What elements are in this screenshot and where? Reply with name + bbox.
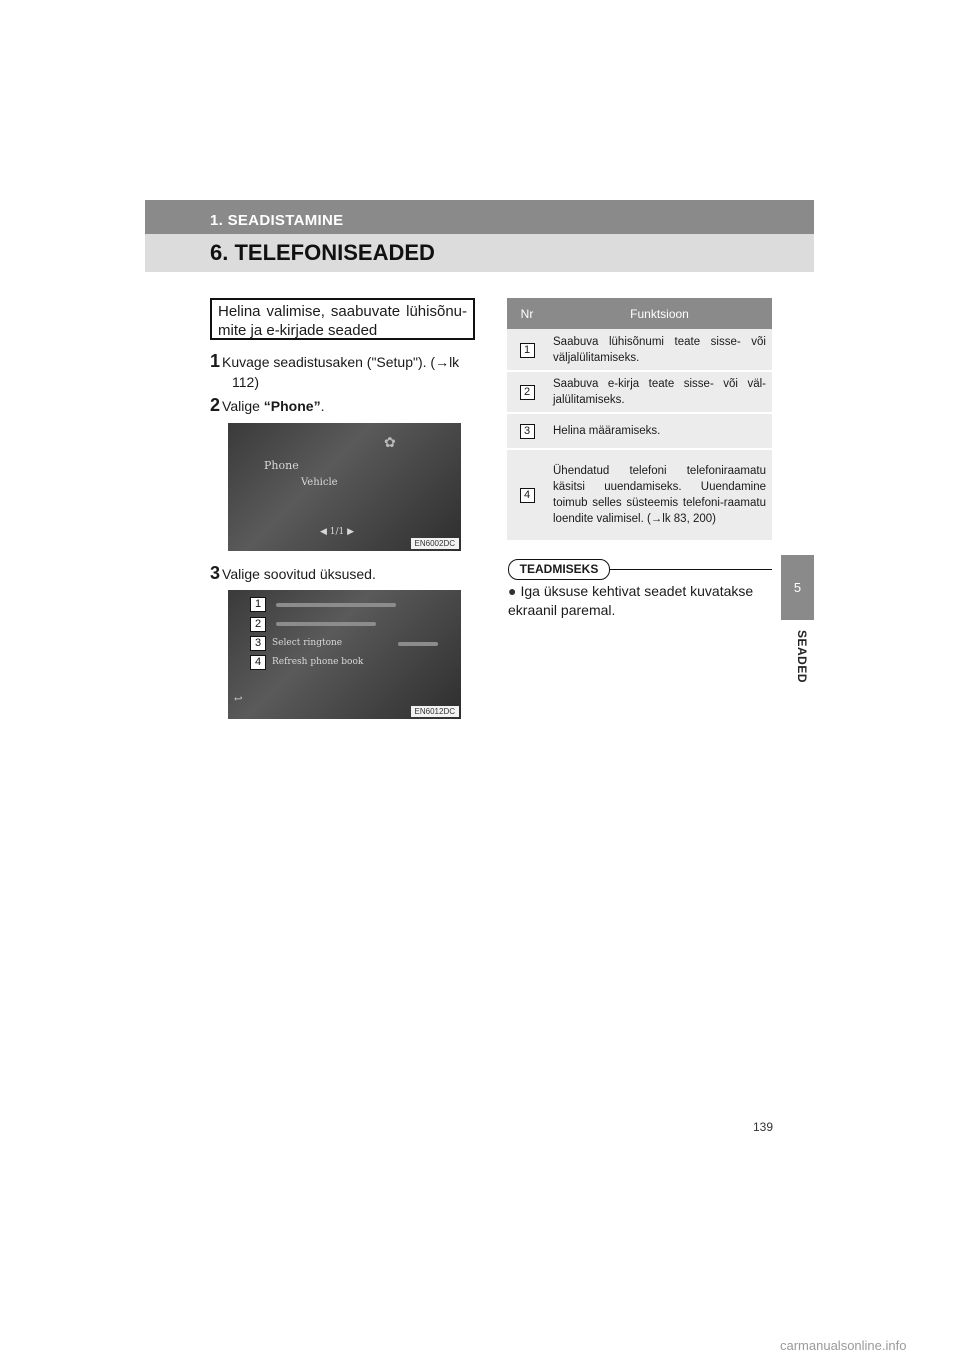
watermark: carmanualsonline.info <box>780 1338 907 1353</box>
page-number: 139 <box>753 1120 774 1134</box>
callout-2: 2 <box>250 617 266 632</box>
step-number: 3 <box>210 563 221 583</box>
section-heading-box: Helina valimise, saabuvate lühisõnu-mite ja e-kirjade seaded <box>210 298 475 340</box>
row-description: Saabuva lühisõnumi teate sisse- või väljalülitamiseks. <box>547 329 772 371</box>
step-text-end: . <box>320 398 325 414</box>
step-text: Valige soovitud üksused. <box>222 566 376 582</box>
function-table <box>507 298 772 542</box>
side-tab-label: SEADED <box>795 630 809 684</box>
step-text-cont: 112) <box>232 374 259 390</box>
table-row <box>507 371 772 413</box>
blurred-option-1 <box>276 603 396 607</box>
screen-page-indicator: ◀ 1/1 ▶ <box>320 527 355 537</box>
screen-page-number: 1/1 <box>329 527 345 537</box>
table-row <box>507 329 772 371</box>
phone-settings-screenshot <box>228 590 461 719</box>
screen-vehicle-label: Vehicle <box>301 477 338 488</box>
step-3 <box>210 563 376 584</box>
screen-select-ringtone: Select ringtone <box>272 638 343 648</box>
step-text: Valige <box>222 398 264 414</box>
section-title-bar <box>145 234 814 272</box>
row-number: 3 <box>520 424 535 439</box>
figure-code: EN6012DC <box>411 706 459 717</box>
screen-refresh-phonebook: Refresh phone book <box>272 657 364 667</box>
blurred-value <box>398 642 438 646</box>
row-number: 2 <box>520 385 535 400</box>
note-text <box>508 582 770 620</box>
callout-3: 3 <box>250 636 266 651</box>
chapter-header <box>145 200 814 234</box>
callout-1: 1 <box>250 597 266 612</box>
table-row <box>507 413 772 449</box>
step-1 <box>210 351 478 392</box>
bullet-icon: ● <box>508 583 517 599</box>
step-2 <box>210 395 324 416</box>
figure-code: EN6002DC <box>411 538 459 549</box>
table-header-function: Funktsioon <box>547 298 772 329</box>
phone-setup-screenshot <box>228 423 461 551</box>
screen-phone-label: Phone <box>264 459 299 472</box>
row-description: Ühendatud telefoni telefoniraamatu käsitsi uuendamiseks. Uuendamine toimub selles süsteemis telefoni-raamatu loendite valimisel. (→lk 83, 200) <box>547 449 772 541</box>
step-keyword: “Phone” <box>263 398 321 414</box>
step-text: Kuvage seadistusaken ("Setup"). (→lk <box>222 354 460 370</box>
chapter-title: 1. SEADISTAMINE <box>210 212 344 229</box>
table-header-nr: Nr <box>507 298 547 329</box>
row-description: Helina määramiseks. <box>547 413 772 449</box>
screen-gear-icon: ✿ <box>384 435 396 451</box>
page-title: 6. TELEFONISEADED <box>210 240 435 265</box>
note-body: Iga üksuse kehtivat seadet kuvatakse ekraanil paremal. <box>508 583 754 618</box>
step-number: 2 <box>210 395 221 415</box>
side-tab-number: 5 <box>781 555 814 620</box>
table-row <box>507 449 772 541</box>
callout-4: 4 <box>250 655 266 670</box>
screen-back-icon: ↩ <box>234 694 243 705</box>
row-number: 1 <box>520 343 535 358</box>
blurred-option-2 <box>276 622 376 626</box>
row-description: Saabuva e-kirja teate sisse- või väl-jalülitamiseks. <box>547 371 772 413</box>
note-tag: TEADMISEKS <box>508 559 610 580</box>
step-number: 1 <box>210 351 221 371</box>
row-number: 4 <box>520 488 535 503</box>
